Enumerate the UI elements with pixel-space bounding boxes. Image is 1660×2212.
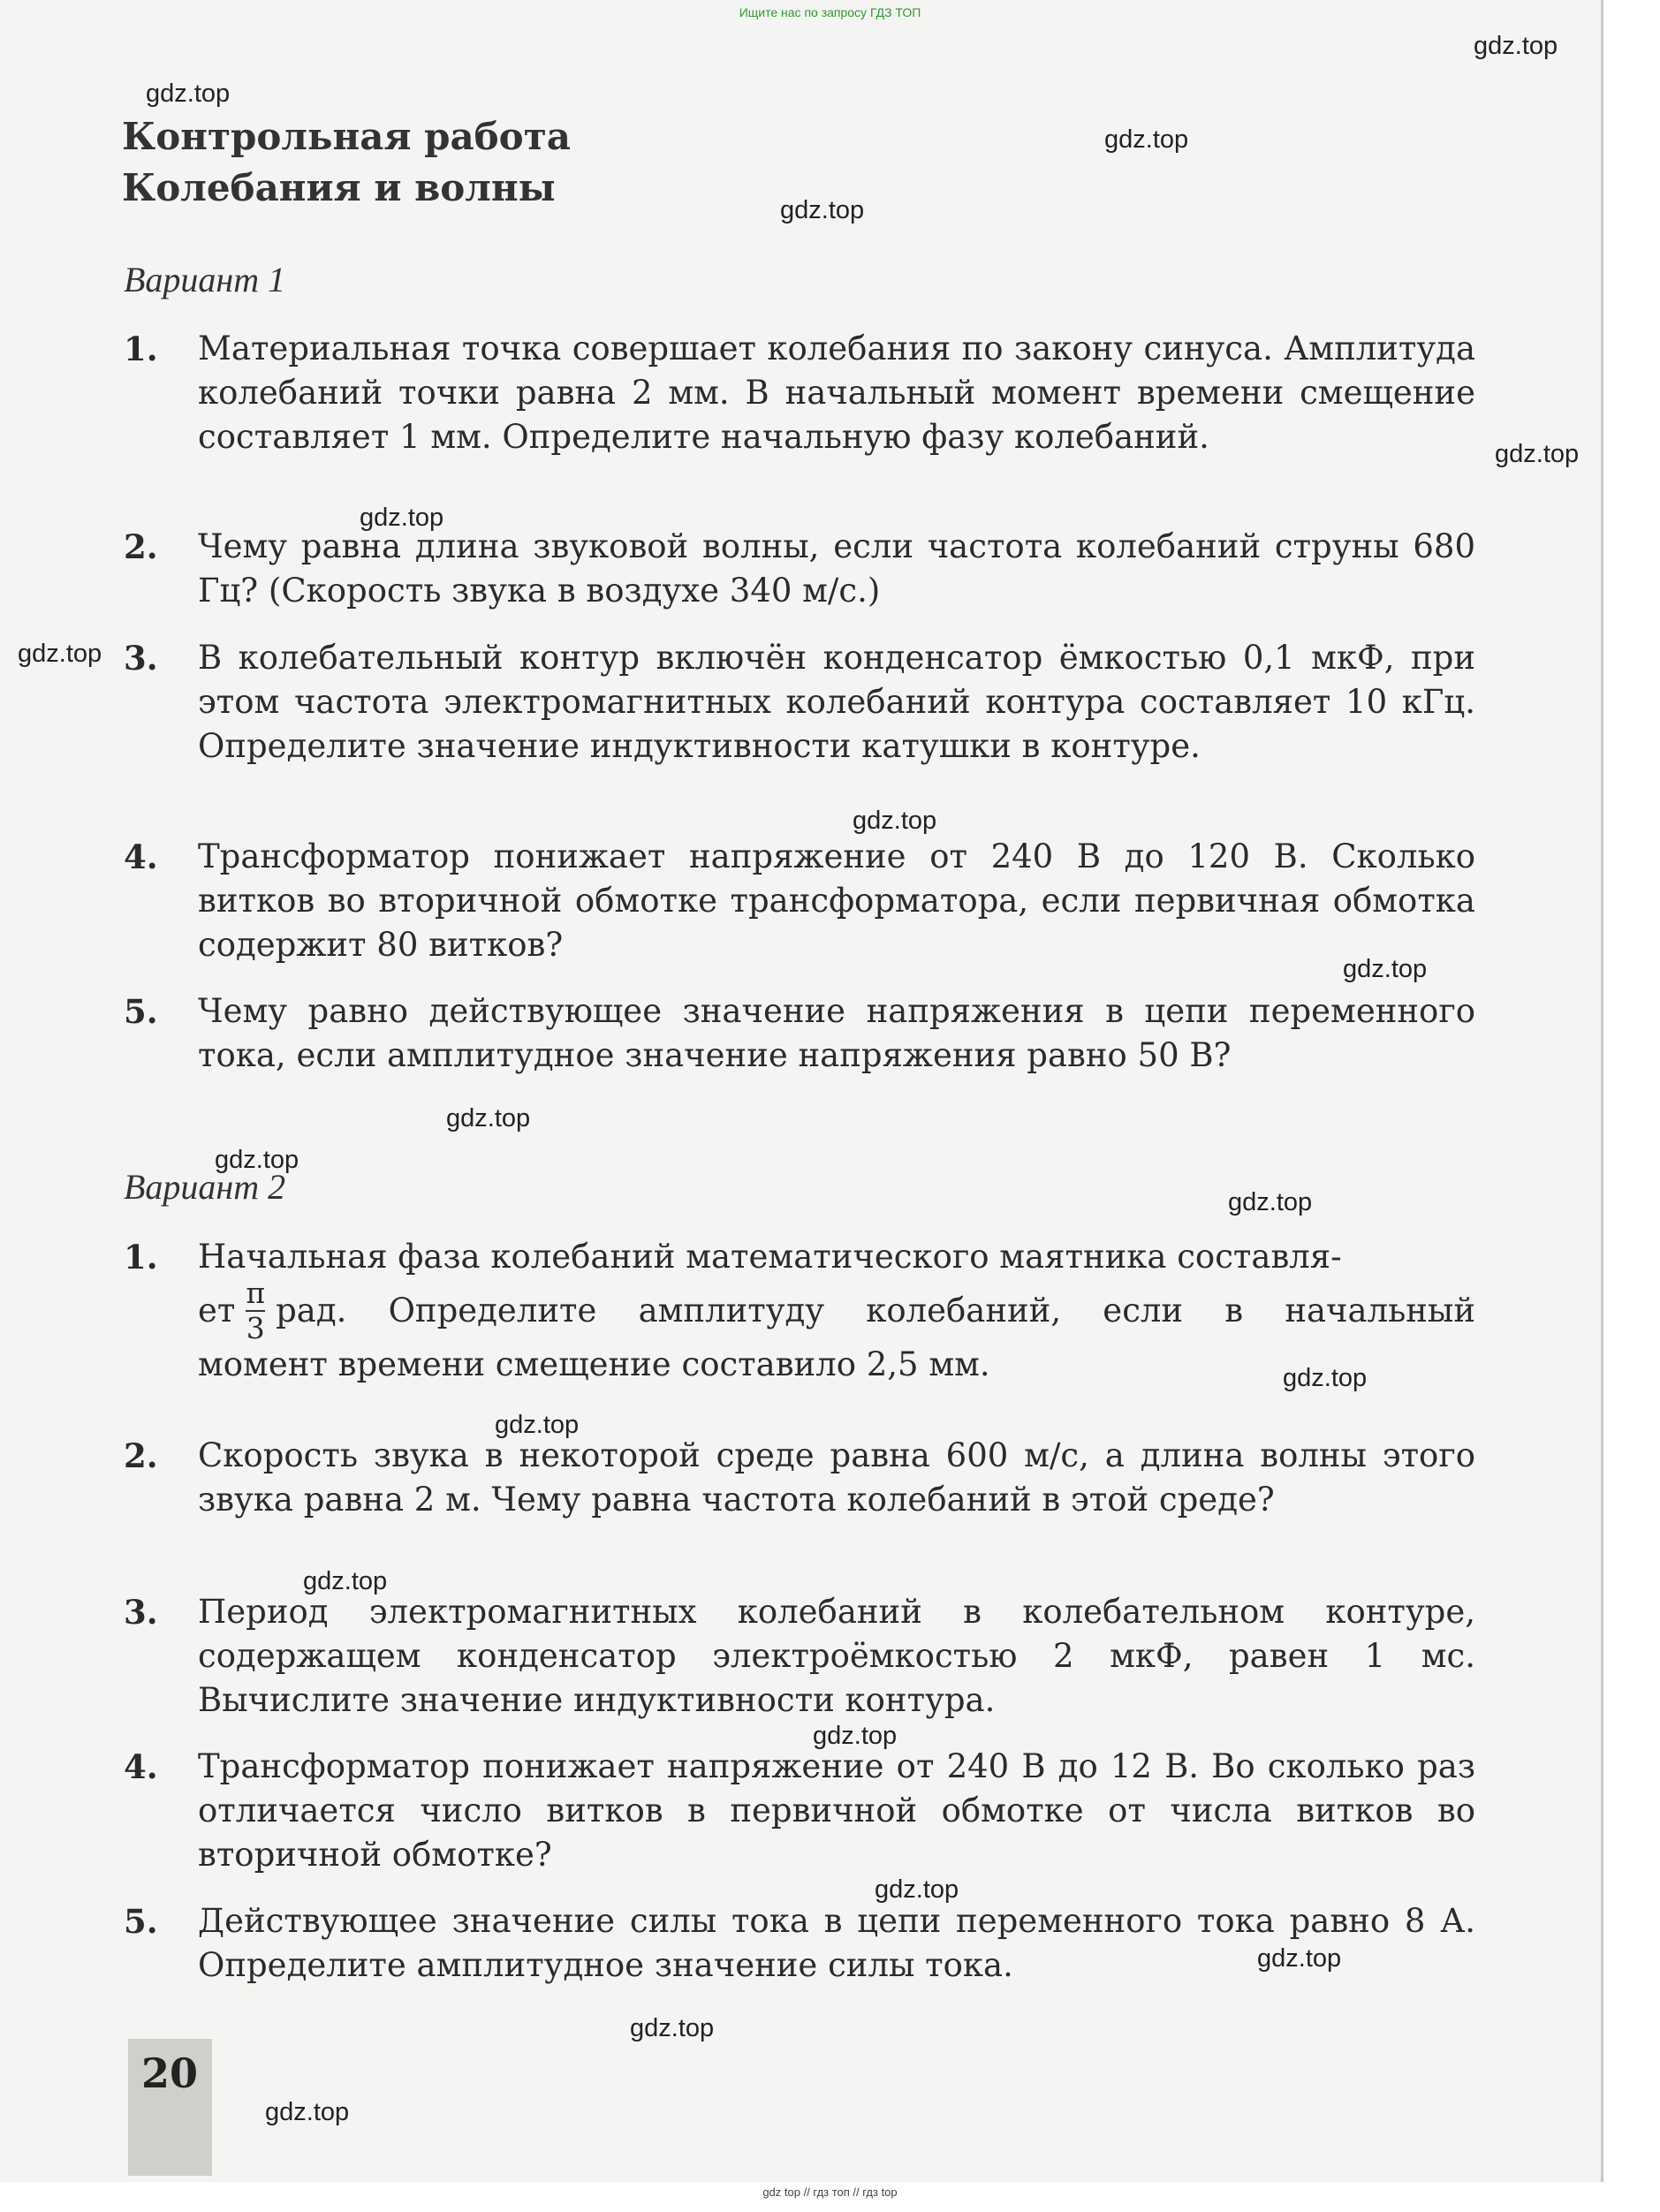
v1-task-4 [124,835,1475,967]
task-text: Трансформатор понижает напряжение от 240 В до 120 В. Сколько витков во вторичной обмотке трансформатора, если первичная обмотка содержит 80 витков? [198,837,1475,964]
watermark: gdz.top [1228,1188,1313,1216]
v2-task-4 [124,1745,1475,1877]
watermark: gdz.top [780,196,865,224]
task-text: Чему равна длина звуковой волны, если частота колебаний струны 680 Гц? (Скорость звука в воздухе 340 м/с.) [198,527,1475,610]
watermark: gdz.top [146,80,231,108]
v2-task-5 [124,1899,1475,1988]
task-text: Период электромагнитных колебаний в колебательном контуре, содержащем конденсатор электроёмкостью 2 мкФ, равен 1 мс. Вычислите значение индуктивности контура. [198,1593,1475,1719]
task-text: Материальная точка совершает колебания по закону синуса. Амплитуда колебаний точки равна 2 мм. В начальный момент времени смещение составляет 1 мм. Определите начальную фазу колебаний. [198,330,1475,456]
watermark: gdz.top [18,640,102,668]
task-text: Действующее значение силы тока в цепи переменного тока равно 8 А. Определите амплитудное значение силы тока. [198,1902,1475,1984]
watermark: gdz.top [1495,440,1580,468]
bottom-banner[interactable]: gdz top // гдз топ // гдз top [762,2185,898,2199]
page-number: 20 [141,2049,199,2097]
v1-task-2 [124,525,1475,613]
fraction-numerator: π [246,1276,266,1310]
v2-task-2 [124,1434,1475,1522]
task-number: 4. [124,837,158,876]
task-number: 4. [124,1747,158,1786]
task-text-prefix: ет [198,1292,236,1329]
v2-task-3 [124,1590,1475,1723]
task-number: 3. [124,1593,158,1632]
task-text-line-2 [198,1276,1475,1345]
fraction-pi-over-3 [246,1276,265,1345]
watermark: gdz.top [446,1104,531,1133]
task-text-line-3: момент времени смещение составило 2,5 мм. [198,1345,990,1383]
v1-task-1 [124,327,1475,459]
v1-task-3 [124,636,1475,769]
watermark: gdz.top [360,504,444,532]
top-banner[interactable]: Ищите нас по запросу ГДЗ ТОП [739,5,921,19]
task-text: Трансформатор понижает напряжение от 240 В до 12 В. Во сколько раз отличается число витков в первичной обмотке от числа витков во вторичной обмотке? [198,1747,1475,1874]
task-number: 5. [124,992,158,1031]
watermark: gdz.top [1474,32,1558,60]
fraction-denominator: 3 [246,1311,265,1345]
watermark: gdz.top [1104,125,1189,154]
task-number: 5. [124,1902,158,1941]
title-line-2: Колебания и волны [122,166,556,209]
task-number: 2. [124,527,158,566]
variant-2-heading: Вариант 2 [124,1167,286,1207]
watermark: gdz.top [495,1411,580,1439]
watermark: gdz.top [303,1567,388,1595]
task-number: 3. [124,639,158,678]
task-number: 1. [124,1238,158,1276]
task-number: 2. [124,1436,158,1475]
watermark: gdz.top [630,2014,715,2042]
variant-1-heading: Вариант 1 [124,260,286,299]
page-title [122,111,571,214]
task-text: В колебательный контур включён конденсатор ёмкостью 0,1 мкФ, при этом частота электромагнитных колебаний контура составляет 10 кГц. Определите значение индуктивности катушки в контуре. [198,639,1475,765]
task-text-line-1: Начальная фаза колебаний математического маятника составля- [198,1238,1342,1276]
task-number: 1. [124,330,158,368]
watermark: gdz.top [853,807,937,835]
v2-task-1 [124,1235,1475,1387]
task-text: Чему равно действующее значение напряжения в цепи переменного тока, если амплитудное значение напряжения равно 50 В? [198,992,1475,1074]
watermark: gdz.top [813,1722,898,1750]
task-text-suffix: рад. Определите амплитуду колебаний, если в начальный [276,1292,1475,1329]
title-line-1: Контрольная работа [122,115,571,158]
watermark: gdz.top [1343,955,1428,983]
watermark: gdz.top [1257,1944,1342,1973]
task-text: Скорость звука в некоторой среде равна 600 м/с, а длина волны этого звука равна 2 м. Чему равна частота колебаний в этой среде? [198,1436,1475,1519]
watermark: gdz.top [265,2098,350,2126]
watermark: gdz.top [215,1146,299,1174]
v1-task-5 [124,989,1475,1078]
watermark: gdz.top [875,1875,959,1904]
watermark: gdz.top [1283,1364,1368,1392]
